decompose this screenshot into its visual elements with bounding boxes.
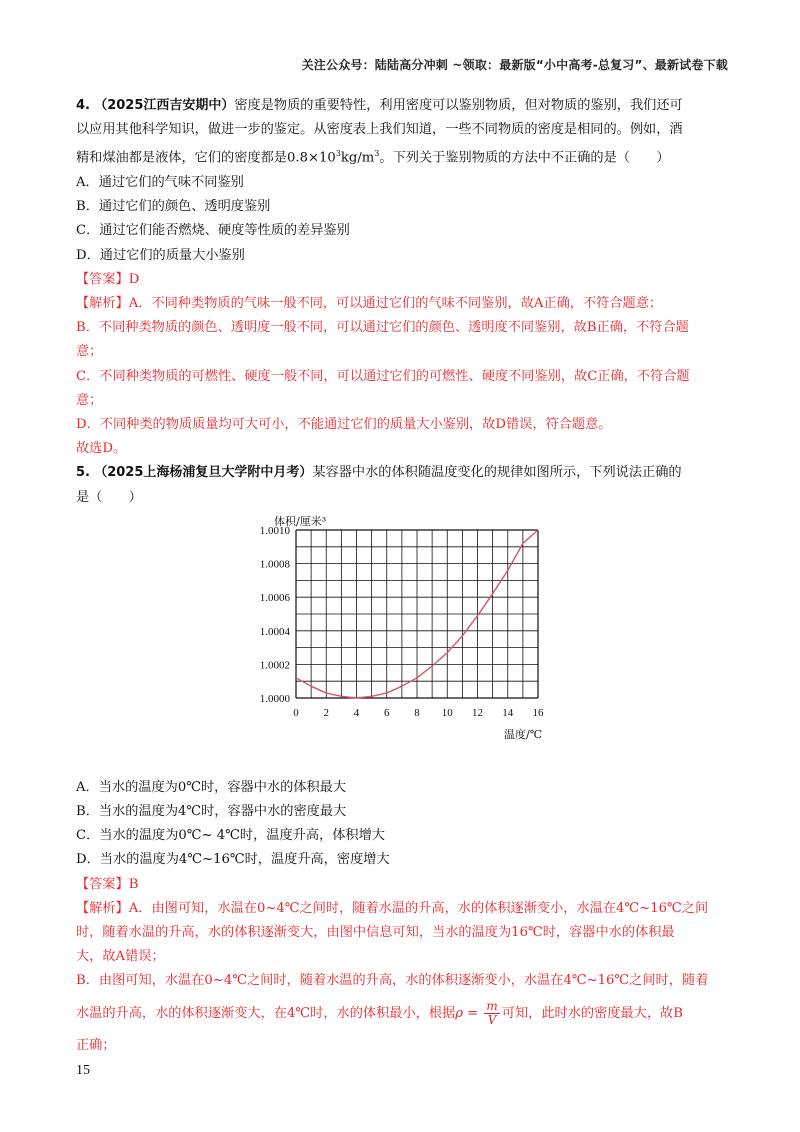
q4-sup-2: 3 [374, 149, 380, 159]
x-tick-label: 0 [293, 706, 299, 719]
q5-analysis-a-3: 大，故A错误； [76, 949, 165, 965]
q4-conclusion: 故选D。 [76, 441, 127, 457]
equals-sign: = [462, 1005, 483, 1021]
rho-symbol: ρ [455, 1005, 463, 1021]
q5-option-b: B．当水的温度为4℃时，容器中水的密度最大 [76, 804, 347, 820]
q5-option-a: A．当水的温度为0℃时，容器中水的体积最大 [76, 779, 347, 795]
q4-analysis-b-cont: 意； [76, 344, 103, 360]
q4-text-1: 密度是物质的重要特性，利用密度可以鉴别物质，但对物质的鉴别，我们还可 [234, 98, 683, 113]
q5-stem-line1 [76, 461, 730, 485]
density-formula-fraction [484, 1000, 499, 1027]
q4-source: （2025江西吉安期中） [94, 98, 235, 113]
y-tick-label: 1.0000 [259, 692, 290, 705]
q5-source: （2025上海杨浦复旦大学附中月考） [94, 465, 313, 481]
q4-number: 4. [76, 98, 90, 113]
q4-analysis-c-cont: 意； [76, 392, 103, 408]
x-tick-label: 16 [532, 706, 544, 719]
x-axis-label: 温度/℃ [503, 727, 542, 741]
q4-option-b: B．通过它们的颜色、透明度鉴别 [76, 199, 271, 215]
page-content [76, 94, 730, 1058]
q4-analysis-a: A．不同种类物质的气味一般不同，可以通过它们的气味不同鉴别，故A正确，不符合题意； [128, 296, 663, 312]
q5-analysis-b-post: 可知，此时水的密度最大，故B [501, 1005, 683, 1021]
y-tick-label: 1.0008 [259, 558, 290, 571]
q5-number: 5. [76, 465, 90, 481]
q4-sup-1: 3 [335, 149, 341, 159]
q4-answer [76, 268, 730, 292]
q5-analysis-b-2 [76, 994, 730, 1034]
q5-answer-value: B [128, 876, 139, 892]
x-tick-label: 2 [323, 706, 329, 719]
q5-analysis-b-3: 正确； [76, 1037, 116, 1053]
q5-analysis-b-1: B．由图可知，水温在0~4℃之间时，随着水温的升高，水的体积逐渐变小，水温在4℃~16℃之间时，随着 [76, 973, 709, 989]
q4-stem-line3 [76, 142, 730, 171]
q4-option-a: A．通过它们的气味不同鉴别 [76, 175, 244, 190]
q4-answer-label: 【答案】 [76, 271, 129, 287]
q5-option-c: C．当水的温度为0℃~ 4℃时，温度升高，体积增大 [76, 828, 385, 844]
q4-option-c: C．通过它们能否燃烧、硬度等性质的差异鉴别 [76, 223, 350, 239]
q5-analysis-b-pre: 水温的升高，水的体积逐渐变大，在4℃时，水的体积最小，根据 [76, 1005, 456, 1021]
q5-figure [76, 510, 730, 776]
formula-numerator: m [486, 998, 498, 1013]
formula-denominator: V [487, 1012, 497, 1027]
q4-answer-value: D [128, 271, 140, 287]
y-tick-label: 1.0002 [259, 659, 290, 672]
q5-stem-line2: 是（ ） [76, 489, 142, 505]
q4-analysis-label: 【解析】 [76, 296, 129, 312]
x-tick-label: 12 [472, 706, 483, 719]
q4-analysis-b: B．不同种类物质的颜色、透明度一般不同，可以通过它们的颜色、透明度不同鉴别，故B正确，不符合题 [76, 320, 689, 336]
q5-analysis-a-text: A．由图可知，水温在0~4℃之间时，随着水温的升高，水的体积逐渐变小，水温在4℃~16℃之间 [128, 900, 709, 916]
q5-analysis-label: 【解析】 [76, 900, 129, 916]
q4-option-d: D．通过它们的质量大小鉴别 [76, 247, 245, 263]
q5-analysis-a-2: 时，随着水温的升高，水的体积逐渐变大，由图中信息可知，当水的温度为16℃时，容器中水的体积最 [76, 925, 675, 941]
q5-option-d: D．当水的温度为4℃~16℃时，温度升高，密度增大 [76, 852, 390, 868]
q5-text-1: 某容器中水的体积随温度变化的规律如图所示，下列说法正确的 [312, 465, 682, 481]
page-header: 关注公众号：陆陆高分冲刺 ~领取：最新版“小中高考-总复习”、最新试卷下载 [301, 58, 728, 72]
x-tick-label: 8 [414, 706, 420, 719]
q5-answer-label: 【答案】 [76, 876, 129, 892]
x-tick-label: 6 [384, 706, 390, 719]
q4-stem-line2: 以应用其他科学知识，做进一步的鉴定。从密度表上我们知道，一些不同物质的密度是相同的。例如，酒 [76, 122, 683, 138]
q4-analysis-line [76, 292, 730, 316]
q4-stem-line1 [76, 94, 730, 118]
y-tick-label: 1.0004 [259, 625, 290, 638]
volume-temperature-chart [246, 510, 556, 772]
q4-analysis-d: D．不同种类的物质质量均可大可小，不能通过它们的质量大小鉴别，故D错误，符合题意。 [76, 417, 612, 433]
q5-answer [76, 873, 730, 897]
q4-text-3a: 精和煤油都是液体，它们的密度都是0.8×10 [76, 150, 336, 166]
y-tick-label: 1.0010 [259, 524, 290, 537]
q5-analysis-a-1 [76, 897, 730, 921]
q4-analysis-c: C．不同种类物质的可燃性、硬度一般不同，可以通过它们的可燃性、硬度不同鉴别，故C正确，不符合题 [76, 368, 690, 384]
q4-text-3b: kg/m [340, 150, 375, 166]
y-axis-label: 体积/厘米³ [274, 514, 327, 528]
q4-text-3c: 。下列关于鉴别物质的方法中不正确的是（ ） [379, 150, 670, 166]
x-tick-label: 14 [502, 706, 514, 719]
page-number: 15 [76, 1063, 90, 1078]
x-tick-label: 10 [441, 706, 453, 719]
x-tick-label: 4 [353, 706, 360, 719]
y-tick-label: 1.0006 [259, 592, 290, 605]
